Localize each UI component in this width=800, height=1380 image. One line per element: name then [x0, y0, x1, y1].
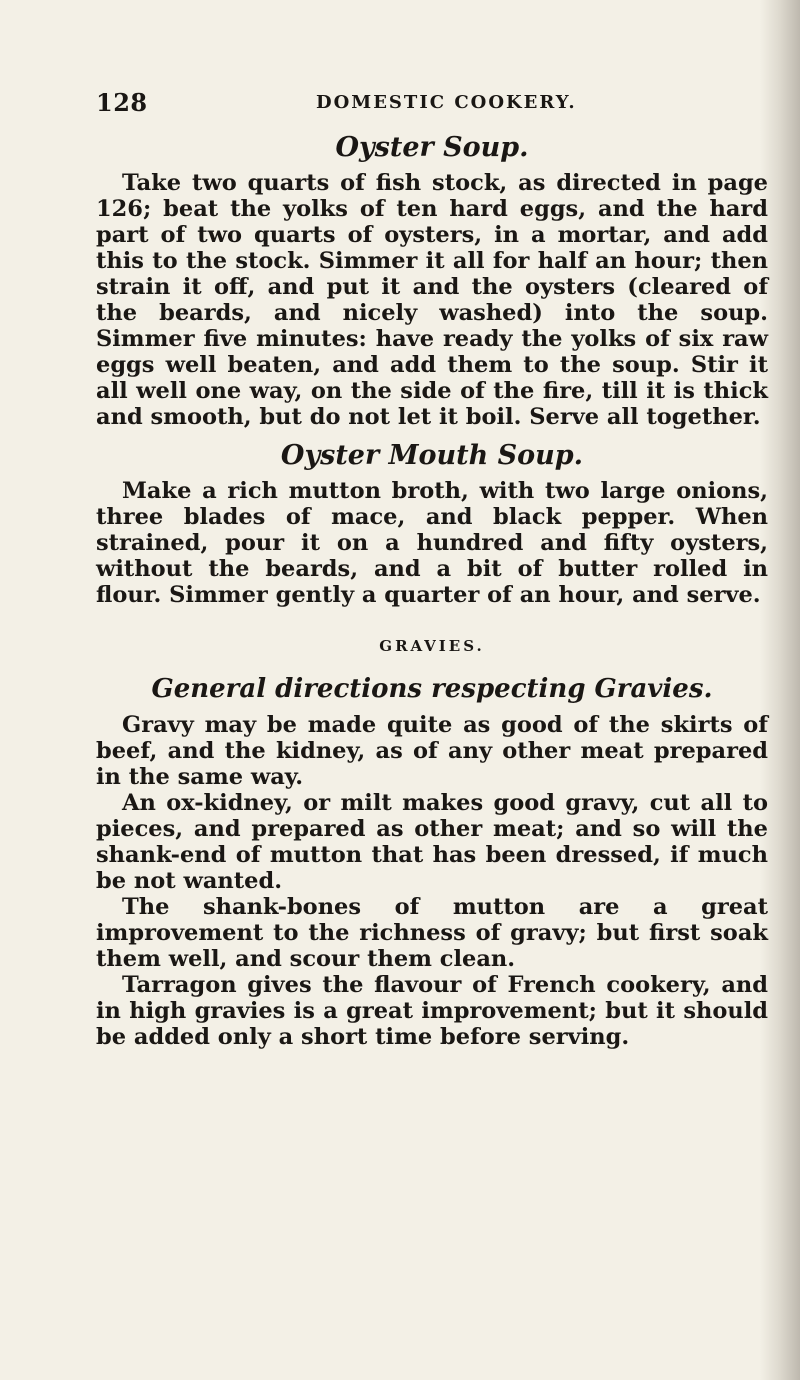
running-head — [96, 88, 768, 122]
oyster-soup-title: Oyster Soup. — [335, 132, 529, 163]
gravies-paragraph-3: The shank-bones of mutton are a great improvement to the richness of gravy; but first soak them well, and scour them clean. — [96, 894, 768, 972]
gravies-subtitle: General directions respecting Gravies. — [151, 674, 713, 704]
gravies-heading: GRAVIES. — [379, 637, 485, 655]
oyster-mouth-soup-text: Make a rich mutton broth, with two large onions, three blades of mace, and black pepper. When strained, pour it on a hundred and fifty oysters, without the beards, and a bit of butter rolled in flour. Simmer gently a quarter of an hour, and serve. — [96, 478, 768, 608]
running-title: DOMESTIC COOKERY. — [316, 92, 577, 113]
page-number: 128 — [96, 88, 148, 117]
page-content — [96, 88, 768, 1050]
gravies-paragraph-4: Tarragon gives the flavour of French cookery, and in high gravies is a great improvement; but it should be added only a short time before serving. — [96, 972, 768, 1050]
oyster-soup-text: Take two quarts of fish stock, as directed in page 126; beat the yolks of ten hard eggs, and the hard part of two quarts of oysters, in a mortar, and add this to the stock. Simmer it all for half an hour; then strain it off, and put it and the oysters (cleared of the beards, and nicely washed) into the soup. Simmer five minutes: have ready the yolks of six raw eggs well beaten, and add them to the soup. Stir it all well one way, on the side of the fire, till it is thick and smooth, but do not let it boil. Serve all together. — [96, 170, 768, 430]
gravies-paragraph-2: An ox-kidney, or milt makes good gravy, cut all to pieces, and prepared as other meat; and so will the shank-end of mutton that has been dressed, if much be not wanted. — [96, 790, 768, 894]
gravies-paragraph-1: Gravy may be made quite as good of the skirts of beef, and the kidney, as of any other meat prepared in the same way. — [96, 712, 768, 790]
oyster-mouth-soup-title: Oyster Mouth Soup. — [280, 440, 584, 471]
